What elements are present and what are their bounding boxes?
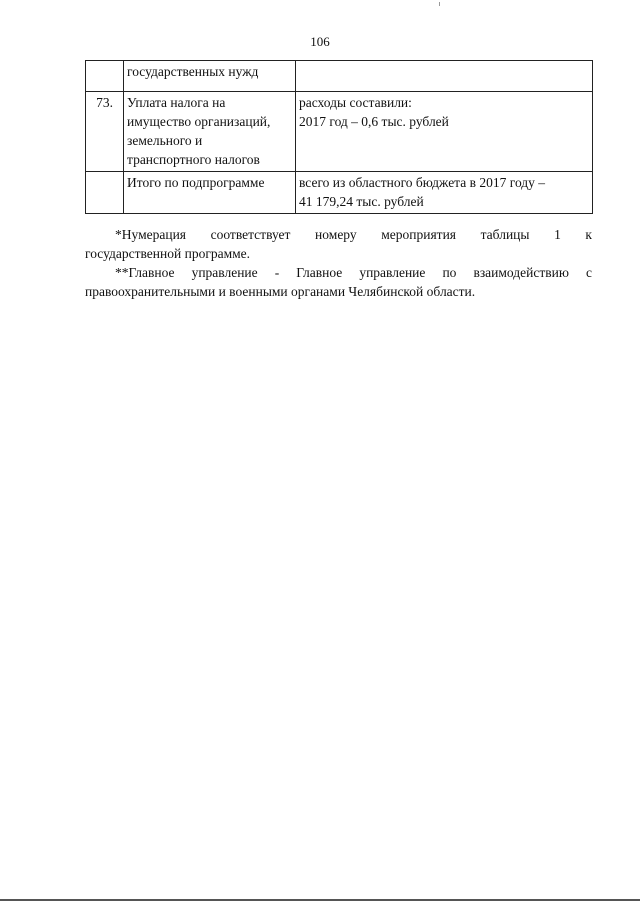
table-row	[86, 172, 593, 214]
row-number-cell	[86, 172, 124, 214]
row-number-cell	[86, 61, 124, 92]
expense-info-cell	[296, 92, 593, 172]
expense-info-cell	[296, 172, 593, 214]
activity-name-line: земельного и	[127, 133, 203, 148]
row-number-cell	[86, 92, 124, 172]
table-row	[86, 92, 593, 172]
report-table	[85, 60, 593, 214]
footnote-numbering-line: *Нумерация соответствует номеру мероприятия таблицы 1 к	[115, 227, 592, 242]
activity-name-line: имущество организаций,	[127, 114, 271, 129]
activity-name-line: государственных нужд	[127, 64, 259, 79]
expense-info-cell	[296, 61, 593, 92]
activity-name-cell	[124, 61, 296, 92]
page-bottom-rule	[0, 899, 640, 901]
activity-name-cell	[124, 92, 296, 172]
footnote-main-directorate-line: правоохранительными и военными органами Челябинской области.	[85, 284, 476, 299]
activity-name-line: транспортного налогов	[127, 152, 260, 167]
expense-info-line: 41 179,24 тыс. рублей	[299, 194, 424, 209]
expense-info-line: всего из областного бюджета в 2017 году –	[299, 175, 546, 190]
table-row	[86, 61, 593, 92]
row-number: 73.	[96, 95, 113, 110]
footnotes	[85, 225, 592, 301]
expense-info-line: расходы составили:	[299, 95, 412, 110]
scan-mark	[439, 2, 440, 6]
page-number: 106	[310, 34, 330, 49]
activity-name-cell	[124, 172, 296, 214]
expense-info-line: 2017 год – 0,6 тыс. рублей	[299, 114, 449, 129]
footnote-main-directorate-line: **Главное управление - Главное управление по взаимодействию с	[115, 265, 592, 280]
footnote-numbering-line: государственной программе.	[85, 246, 251, 261]
activity-name-line: Уплата налога на	[127, 95, 226, 110]
activity-name-line: Итого по подпрограмме	[127, 175, 265, 190]
